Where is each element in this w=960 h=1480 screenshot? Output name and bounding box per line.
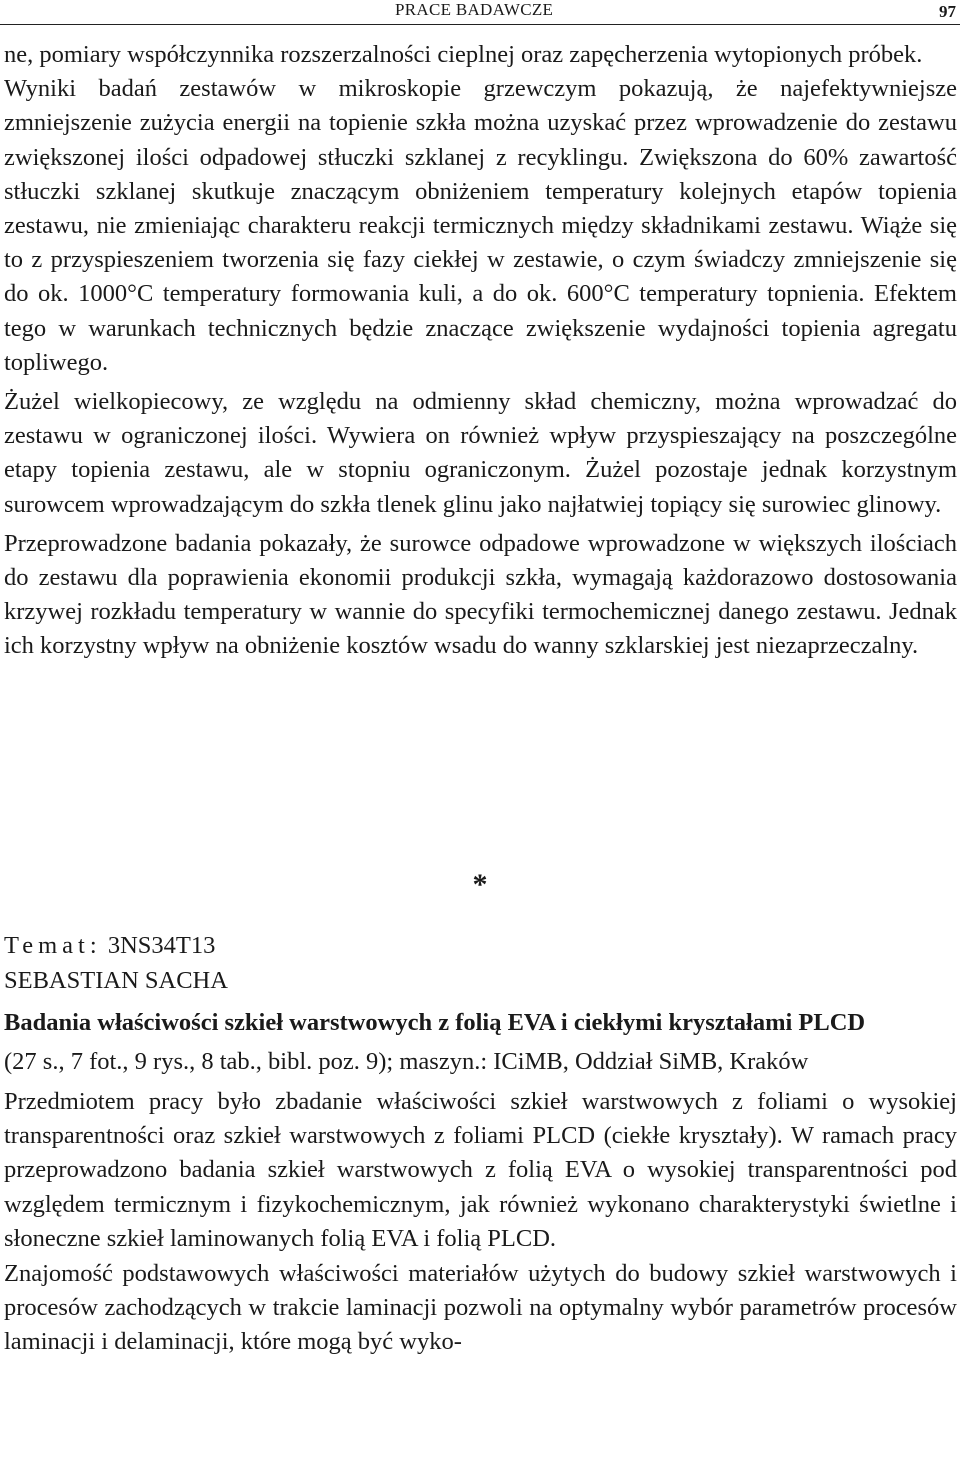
paragraph: Żużel wielkopiecowy, ze względu na odmienny skład chemiczny, można wprowadzać do zestawu w ograniczonej ilości. Wywiera on również wpływ przyspieszający na poszczególne etapy topienia zestawu, ale w stopniu ograniczonym. Żużel pozostaje jednak korzystnym surowcem wprowadzającym do szkła tlenek glinu jako najłatwiej topiący się surowiec glinowy. [4, 388, 957, 518]
section-title: PRACE BADAWCZE [395, 0, 554, 19]
abstract [4, 1085, 957, 1360]
paragraph: Wyniki badań zestawów w mikroskopie grzewczym pokazują, że najefektywniejsze zmniejszenie zużycia energii na topienie szkła można uzyskać przez wprowadzenie do zestawu zwiększonej ilości odpadowej stłuczki szklanej z recyklingu. Zwiększona do 60% zawartość stłuczki szklanej skutkuje znaczącym obniżeniem temperatury kolejnych etapów topienia zestawu, nie zmieniając charakteru reakcji termicznych między składnikami zestawu. Wiąże się to z przyspieszeniem tworzenia się fazy ciekłej w zestawie, o czym świadczy zmniejszenie się do ok. 1000°C temperatury formowania kuli, a do ok. 600°C temperatury topnienia. Efektem tego w warunkach technicznych będzie znaczące zwiększenie wydajności topienia agregatu topliwego. [4, 75, 957, 376]
topic-line [4, 929, 957, 963]
report-details: (27 s., 7 fot., 9 rys., 8 tab., bibl. poz. 9); maszyn.: ICiMB, Oddział SiMB, Kraków [4, 1048, 809, 1076]
abstract-paragraph: Przedmiotem pracy było zbadanie właściwości szkieł warstwowych z foliami o wysokiej transparentności oraz szkieł warstwowych z foliami PLCD (ciekłe kryształy). W ramach pracy przeprowadzono badania szkieł warstwowych z folią EVA o wysokiej transparentności pod względem termicznym i fizykochemicznym, jak również wykonano charakterystyki świetlne i słoneczne szkieł laminowanych folią EVA i folią PLCD. [4, 1087, 957, 1253]
report-entry [4, 929, 957, 1360]
author-name: SEBASTIAN SACHA [4, 967, 228, 995]
abstract-paragraph: Znajomość podstawowych właściwości materiałów użytych do budowy szkieł warstwowych i procesów zachodzących w trakcie laminacji pozwoli na optymalny wybór parametrów procesów laminacji i delaminacji, które mogą być wyko- [4, 1259, 957, 1356]
section-separator: * [472, 868, 488, 901]
paragraph: ne, pomiary współczynnika rozszerzalności cieplnej oraz zapęcherzenia wytopionych próbek. [4, 41, 923, 68]
running-header [0, 0, 960, 25]
report-title: Badania właściwości szkieł warstwowych z folią EVA i ciekłymi kryształami PLCD [4, 1008, 866, 1036]
page-number: 97 [939, 2, 956, 21]
body-text [4, 38, 957, 664]
topic-code: 3NS34T13 [101, 932, 216, 959]
topic-label: Temat: [4, 932, 102, 959]
paragraph: Przeprowadzone badania pokazały, że surowce odpadowe wprowadzone w większych ilościach do zestawu dla poprawienia ekonomii produkcji szkła, wymagają każdorazowo dostosowania krzywej rozkładu temperatury w wannie do specyfiki termochemicznej danego zestawu. Jednak ich korzystny wpływ na obniżenie kosztów wsadu do wanny szklarskiej jest niezaprzeczalny. [4, 529, 957, 660]
